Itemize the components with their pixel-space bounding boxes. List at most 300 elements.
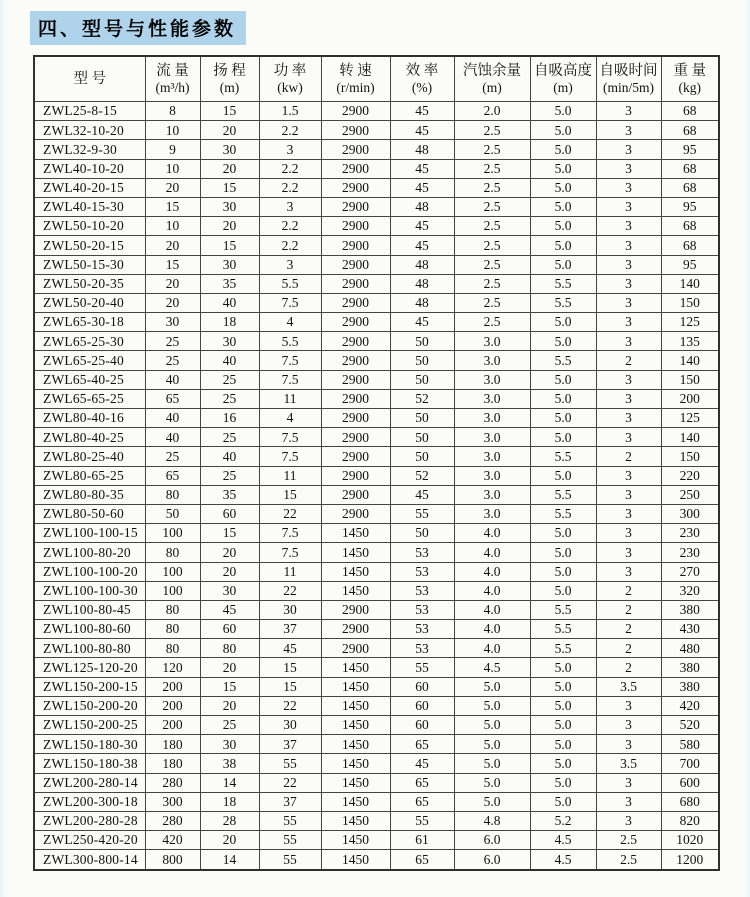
table-row	[34, 792, 719, 811]
value-cell: 2900	[321, 351, 390, 370]
value-cell: 5.5	[530, 485, 596, 504]
model-cell: ZWL100-80-60	[34, 620, 145, 639]
model-cell: ZWL65-25-30	[34, 332, 145, 351]
value-cell: 3	[596, 370, 661, 389]
value-cell: 3	[596, 792, 661, 811]
value-cell: 35	[200, 485, 259, 504]
value-cell: 3	[596, 409, 661, 428]
value-cell: 2.5	[454, 236, 530, 255]
value-cell: 1450	[321, 716, 390, 735]
value-cell: 230	[661, 543, 719, 562]
value-cell: 180	[145, 754, 200, 773]
table-row	[34, 121, 719, 140]
header-flow-unit: (m³/h)	[155, 79, 190, 95]
value-cell: 22	[259, 773, 321, 792]
value-cell: 2.5	[454, 293, 530, 312]
model-cell: ZWL65-25-40	[34, 351, 145, 370]
model-cell: ZWL80-50-60	[34, 504, 145, 523]
value-cell: 2900	[321, 313, 390, 332]
header-priming-height-unit: (m)	[553, 79, 573, 95]
model-cell: ZWL100-80-80	[34, 639, 145, 658]
value-cell: 5.0	[530, 428, 596, 447]
value-cell: 5.0	[530, 370, 596, 389]
value-cell: 4.0	[454, 581, 530, 600]
value-cell: 7.5	[259, 370, 321, 389]
value-cell: 65	[145, 466, 200, 485]
model-cell: ZWL300-800-14	[34, 850, 145, 870]
model-cell: ZWL100-80-45	[34, 600, 145, 619]
value-cell: 2900	[321, 274, 390, 293]
value-cell: 3	[596, 428, 661, 447]
value-cell: 65	[390, 792, 454, 811]
value-cell: 5.0	[530, 543, 596, 562]
value-cell: 10	[145, 159, 200, 178]
value-cell: 50	[390, 332, 454, 351]
model-cell: ZWL50-20-35	[34, 274, 145, 293]
table-row	[34, 696, 719, 715]
value-cell: 5.0	[530, 562, 596, 581]
value-cell: 5.5	[530, 447, 596, 466]
value-cell: 2900	[321, 255, 390, 274]
header-efficiency-unit: (%)	[411, 79, 433, 95]
value-cell: 2900	[321, 485, 390, 504]
table-row	[34, 102, 719, 121]
value-cell: 3	[596, 811, 661, 830]
value-cell: 2900	[321, 140, 390, 159]
value-cell: 3	[596, 313, 661, 332]
value-cell: 65	[145, 389, 200, 408]
value-cell: 1450	[321, 850, 390, 870]
value-cell: 200	[145, 696, 200, 715]
value-cell: 2900	[321, 639, 390, 658]
value-cell: 5.0	[530, 178, 596, 197]
header-priming-time-unit: (min/5m)	[603, 79, 654, 95]
value-cell: 2.5	[454, 121, 530, 140]
table-row	[34, 716, 719, 735]
value-cell: 1450	[321, 735, 390, 754]
model-cell: ZWL80-80-35	[34, 485, 145, 504]
model-cell: ZWL125-120-20	[34, 658, 145, 677]
table-row	[34, 447, 719, 466]
header-npsh	[454, 56, 530, 102]
value-cell: 5.0	[530, 197, 596, 216]
value-cell: 37	[259, 735, 321, 754]
value-cell: 3	[596, 562, 661, 581]
header-model	[34, 56, 145, 102]
model-cell: ZWL40-15-30	[34, 197, 145, 216]
value-cell: 37	[259, 792, 321, 811]
value-cell: 45	[390, 754, 454, 773]
value-cell: 95	[661, 197, 719, 216]
table-row	[34, 313, 719, 332]
value-cell: 3	[596, 159, 661, 178]
model-cell: ZWL80-65-25	[34, 466, 145, 485]
value-cell: 60	[390, 716, 454, 735]
value-cell: 480	[661, 639, 719, 658]
value-cell: 20	[145, 236, 200, 255]
value-cell: 2.5	[596, 850, 661, 870]
value-cell: 48	[390, 140, 454, 159]
value-cell: 5.0	[454, 716, 530, 735]
header-weight-unit: (kg)	[678, 79, 701, 95]
value-cell: 25	[200, 370, 259, 389]
value-cell: 3.0	[454, 428, 530, 447]
value-cell: 1450	[321, 773, 390, 792]
table-row	[34, 677, 719, 696]
value-cell: 2900	[321, 620, 390, 639]
model-cell: ZWL50-20-15	[34, 236, 145, 255]
value-cell: 5.0	[530, 236, 596, 255]
value-cell: 3	[596, 524, 661, 543]
table-row	[34, 236, 719, 255]
value-cell: 3	[596, 696, 661, 715]
value-cell: 5.5	[530, 351, 596, 370]
value-cell: 30	[259, 600, 321, 619]
header-row	[34, 56, 719, 102]
value-cell: 2900	[321, 293, 390, 312]
value-cell: 25	[200, 716, 259, 735]
value-cell: 1.5	[259, 102, 321, 121]
value-cell: 15	[200, 102, 259, 121]
model-cell: ZWL65-40-25	[34, 370, 145, 389]
value-cell: 3.0	[454, 447, 530, 466]
value-cell: 3	[596, 236, 661, 255]
value-cell: 2900	[321, 217, 390, 236]
value-cell: 1020	[661, 831, 719, 850]
value-cell: 48	[390, 274, 454, 293]
value-cell: 30	[200, 140, 259, 159]
value-cell: 15	[200, 677, 259, 696]
model-cell: ZWL32-9-30	[34, 140, 145, 159]
value-cell: 5.0	[530, 466, 596, 485]
table-row	[34, 831, 719, 850]
value-cell: 20	[145, 178, 200, 197]
value-cell: 61	[390, 831, 454, 850]
model-cell: ZWL65-65-25	[34, 389, 145, 408]
value-cell: 5.0	[530, 313, 596, 332]
header-efficiency	[390, 56, 454, 102]
header-power-label: 功 率	[273, 62, 307, 79]
value-cell: 2.5	[454, 217, 530, 236]
value-cell: 300	[145, 792, 200, 811]
table-row	[34, 581, 719, 600]
value-cell: 2	[596, 639, 661, 658]
value-cell: 100	[145, 581, 200, 600]
value-cell: 250	[661, 485, 719, 504]
value-cell: 5.0	[530, 217, 596, 236]
value-cell: 45	[390, 236, 454, 255]
header-head-label: 扬 程	[213, 62, 246, 79]
value-cell: 30	[200, 197, 259, 216]
value-cell: 52	[390, 466, 454, 485]
model-cell: ZWL100-80-20	[34, 543, 145, 562]
model-cell: ZWL50-10-20	[34, 217, 145, 236]
table-row	[34, 332, 719, 351]
value-cell: 3	[596, 197, 661, 216]
value-cell: 2900	[321, 102, 390, 121]
value-cell: 5.0	[454, 696, 530, 715]
value-cell: 125	[661, 409, 719, 428]
value-cell: 4.0	[454, 524, 530, 543]
value-cell: 25	[200, 428, 259, 447]
value-cell: 2900	[321, 332, 390, 351]
value-cell: 15	[200, 236, 259, 255]
value-cell: 20	[200, 543, 259, 562]
model-cell: ZWL150-180-38	[34, 754, 145, 773]
value-cell: 50	[390, 524, 454, 543]
value-cell: 580	[661, 735, 719, 754]
value-cell: 5.0	[530, 658, 596, 677]
value-cell: 55	[390, 811, 454, 830]
value-cell: 38	[200, 754, 259, 773]
value-cell: 700	[661, 754, 719, 773]
value-cell: 37	[259, 620, 321, 639]
value-cell: 2.5	[454, 159, 530, 178]
table-row	[34, 850, 719, 870]
value-cell: 48	[390, 293, 454, 312]
model-cell: ZWL32-10-20	[34, 121, 145, 140]
value-cell: 520	[661, 716, 719, 735]
header-speed-unit: (r/min)	[336, 79, 375, 95]
value-cell: 7.5	[259, 543, 321, 562]
value-cell: 30	[200, 332, 259, 351]
model-cell: ZWL65-30-18	[34, 313, 145, 332]
value-cell: 300	[661, 504, 719, 523]
value-cell: 3	[596, 121, 661, 140]
value-cell: 40	[145, 370, 200, 389]
value-cell: 40	[145, 428, 200, 447]
value-cell: 25	[145, 447, 200, 466]
value-cell: 4.8	[454, 811, 530, 830]
spec-table	[33, 55, 720, 871]
value-cell: 5.0	[530, 696, 596, 715]
value-cell: 50	[390, 428, 454, 447]
header-weight-label: 重 量	[673, 62, 707, 79]
value-cell: 50	[390, 447, 454, 466]
value-cell: 20	[200, 696, 259, 715]
value-cell: 45	[390, 102, 454, 121]
value-cell: 5.0	[530, 409, 596, 428]
value-cell: 65	[390, 773, 454, 792]
table-row	[34, 274, 719, 293]
value-cell: 5.5	[530, 293, 596, 312]
value-cell: 8	[145, 102, 200, 121]
value-cell: 80	[145, 639, 200, 658]
section-title-wrap	[30, 11, 246, 45]
table-row	[34, 811, 719, 830]
value-cell: 15	[200, 178, 259, 197]
value-cell: 2.5	[454, 313, 530, 332]
value-cell: 55	[259, 754, 321, 773]
value-cell: 15	[259, 677, 321, 696]
value-cell: 420	[661, 696, 719, 715]
table-row	[34, 504, 719, 523]
value-cell: 200	[145, 716, 200, 735]
value-cell: 800	[145, 850, 200, 870]
value-cell: 2900	[321, 504, 390, 523]
value-cell: 80	[200, 639, 259, 658]
value-cell: 68	[661, 236, 719, 255]
table-row	[34, 217, 719, 236]
value-cell: 50	[390, 409, 454, 428]
model-cell: ZWL50-15-30	[34, 255, 145, 274]
value-cell: 3	[596, 504, 661, 523]
value-cell: 20	[200, 159, 259, 178]
value-cell: 18	[200, 792, 259, 811]
table-row	[34, 197, 719, 216]
value-cell: 68	[661, 121, 719, 140]
value-cell: 15	[145, 197, 200, 216]
value-cell: 3.0	[454, 351, 530, 370]
value-cell: 150	[661, 447, 719, 466]
value-cell: 25	[145, 332, 200, 351]
value-cell: 25	[200, 466, 259, 485]
value-cell: 3	[596, 332, 661, 351]
value-cell: 14	[200, 773, 259, 792]
value-cell: 15	[145, 255, 200, 274]
value-cell: 25	[200, 389, 259, 408]
value-cell: 35	[200, 274, 259, 293]
value-cell: 55	[390, 504, 454, 523]
value-cell: 4	[259, 409, 321, 428]
value-cell: 30	[200, 581, 259, 600]
value-cell: 50	[145, 504, 200, 523]
value-cell: 1450	[321, 658, 390, 677]
value-cell: 5.0	[530, 677, 596, 696]
model-cell: ZWL100-100-15	[34, 524, 145, 543]
value-cell: 11	[259, 466, 321, 485]
model-cell: ZWL25-8-15	[34, 102, 145, 121]
value-cell: 7.5	[259, 447, 321, 466]
value-cell: 48	[390, 255, 454, 274]
value-cell: 180	[145, 735, 200, 754]
model-cell: ZWL150-200-25	[34, 716, 145, 735]
value-cell: 280	[145, 811, 200, 830]
value-cell: 140	[661, 428, 719, 447]
value-cell: 3.0	[454, 370, 530, 389]
value-cell: 2900	[321, 466, 390, 485]
header-head	[200, 56, 259, 102]
value-cell: 1450	[321, 754, 390, 773]
value-cell: 5.0	[530, 255, 596, 274]
value-cell: 2.5	[454, 140, 530, 159]
value-cell: 50	[390, 351, 454, 370]
value-cell: 53	[390, 600, 454, 619]
value-cell: 40	[200, 447, 259, 466]
value-cell: 3	[596, 735, 661, 754]
value-cell: 55	[390, 658, 454, 677]
header-flow	[145, 56, 200, 102]
value-cell: 53	[390, 543, 454, 562]
model-cell: ZWL40-10-20	[34, 159, 145, 178]
model-cell: ZWL80-40-16	[34, 409, 145, 428]
value-cell: 22	[259, 696, 321, 715]
table-row	[34, 543, 719, 562]
value-cell: 25	[145, 351, 200, 370]
value-cell: 45	[200, 600, 259, 619]
value-cell: 6.0	[454, 850, 530, 870]
value-cell: 5.0	[454, 773, 530, 792]
value-cell: 95	[661, 140, 719, 159]
value-cell: 140	[661, 274, 719, 293]
value-cell: 3	[596, 389, 661, 408]
value-cell: 80	[145, 485, 200, 504]
value-cell: 1200	[661, 850, 719, 870]
header-power-unit: (kw)	[277, 79, 303, 95]
model-cell: ZWL80-25-40	[34, 447, 145, 466]
table-row	[34, 255, 719, 274]
value-cell: 15	[259, 485, 321, 504]
value-cell: 2900	[321, 178, 390, 197]
value-cell: 45	[390, 313, 454, 332]
table-row	[34, 351, 719, 370]
value-cell: 5.0	[530, 332, 596, 351]
header-speed-label: 转 速	[339, 62, 372, 79]
value-cell: 5.0	[454, 677, 530, 696]
value-cell: 45	[390, 485, 454, 504]
value-cell: 18	[200, 313, 259, 332]
value-cell: 5.0	[530, 121, 596, 140]
value-cell: 3	[596, 102, 661, 121]
value-cell: 53	[390, 581, 454, 600]
value-cell: 150	[661, 293, 719, 312]
value-cell: 40	[200, 351, 259, 370]
value-cell: 30	[259, 716, 321, 735]
value-cell: 60	[390, 677, 454, 696]
value-cell: 3	[596, 178, 661, 197]
value-cell: 7.5	[259, 524, 321, 543]
value-cell: 5.0	[454, 735, 530, 754]
value-cell: 3.0	[454, 389, 530, 408]
header-efficiency-label: 效 率	[405, 62, 439, 79]
value-cell: 3.5	[596, 754, 661, 773]
header-npsh-label: 汽蚀余量	[463, 62, 521, 79]
value-cell: 20	[145, 293, 200, 312]
value-cell: 3.0	[454, 485, 530, 504]
value-cell: 4.0	[454, 639, 530, 658]
value-cell: 5.5	[259, 332, 321, 351]
value-cell: 3	[596, 140, 661, 159]
value-cell: 15	[259, 658, 321, 677]
value-cell: 2	[596, 620, 661, 639]
value-cell: 5.5	[530, 274, 596, 293]
value-cell: 68	[661, 178, 719, 197]
value-cell: 2	[596, 581, 661, 600]
model-cell: ZWL50-20-40	[34, 293, 145, 312]
value-cell: 2900	[321, 447, 390, 466]
value-cell: 3	[596, 255, 661, 274]
value-cell: 3.0	[454, 332, 530, 351]
value-cell: 140	[661, 351, 719, 370]
value-cell: 40	[145, 409, 200, 428]
value-cell: 53	[390, 639, 454, 658]
value-cell: 5.0	[530, 716, 596, 735]
table-row	[34, 562, 719, 581]
table-row	[34, 159, 719, 178]
value-cell: 14	[200, 850, 259, 870]
value-cell: 20	[145, 274, 200, 293]
value-cell: 7.5	[259, 293, 321, 312]
value-cell: 270	[661, 562, 719, 581]
value-cell: 15	[200, 524, 259, 543]
section-title: 四、型号与性能参数	[30, 11, 246, 45]
value-cell: 52	[390, 389, 454, 408]
value-cell: 68	[661, 217, 719, 236]
value-cell: 135	[661, 332, 719, 351]
table-row	[34, 639, 719, 658]
value-cell: 2900	[321, 370, 390, 389]
header-model-label: 型 号	[73, 70, 107, 87]
